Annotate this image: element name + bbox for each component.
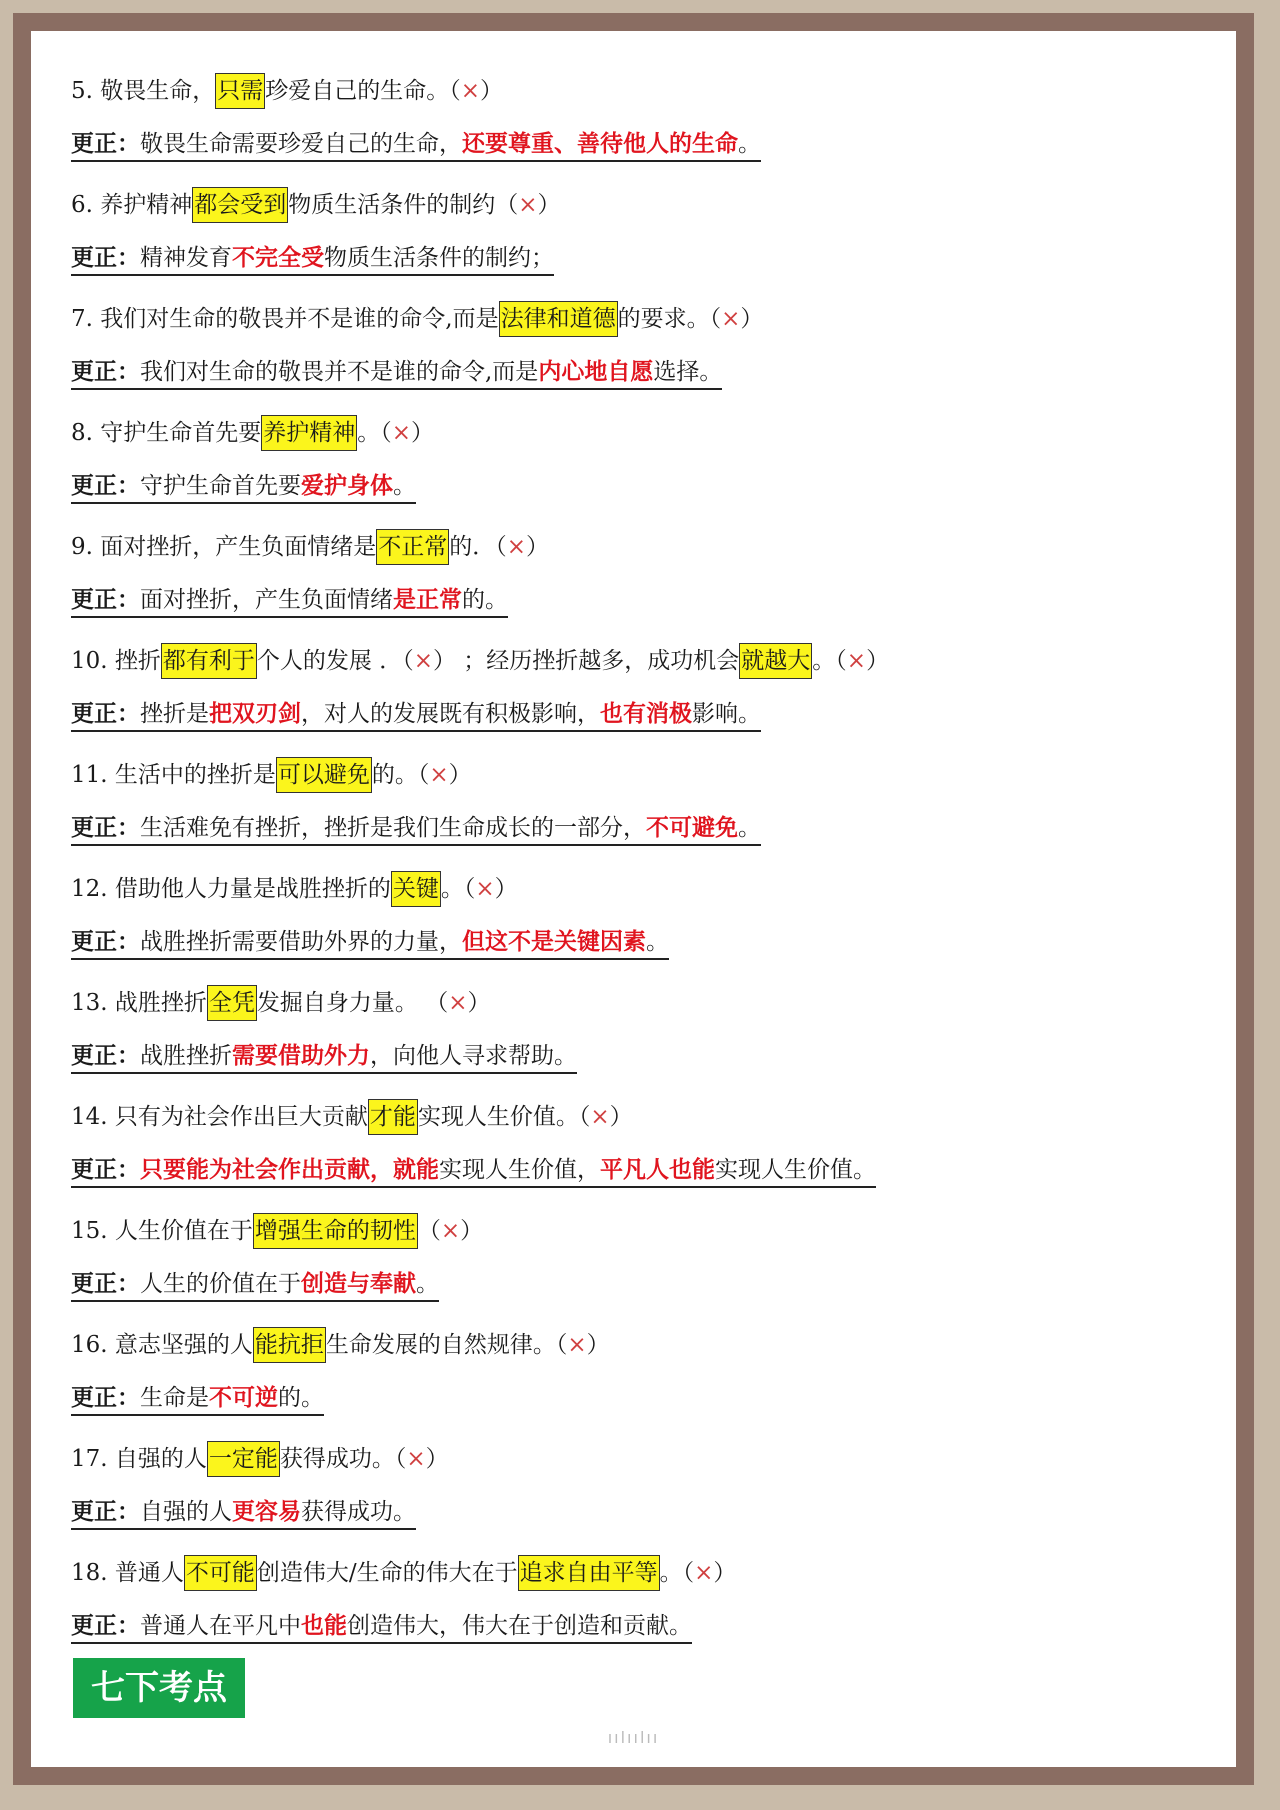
correction-underline (71, 357, 722, 390)
wrong-mark: × (721, 306, 741, 332)
statement-text: ） (494, 876, 518, 902)
statement-text: ） ；经历挫折越多，成功机会 (432, 648, 740, 674)
correction-text: 。 (738, 131, 761, 157)
statement-line (71, 1097, 1196, 1137)
key-correction: 也有消极 (600, 700, 692, 727)
correction-label: 更正： (71, 130, 140, 157)
key-correction: 不可避免 (646, 814, 738, 841)
statement-line (71, 869, 1196, 909)
item-number: 6. (71, 192, 101, 218)
highlighted-phrase: 全凭 (207, 985, 257, 1021)
document-page (31, 31, 1236, 1767)
question-item (71, 869, 1196, 961)
item-number: 10. (71, 648, 115, 674)
statement-text: 守护生命首先要 (100, 420, 262, 446)
statement-text: ） (467, 990, 491, 1016)
wrong-mark: × (475, 876, 495, 902)
item-number: 8. (71, 420, 101, 446)
statement-text: ） (866, 648, 890, 674)
footer-watermark: ıılıılıı (607, 1728, 660, 1747)
correction-text: 精神发育 (140, 245, 232, 271)
correction-label: 更正： (71, 814, 140, 841)
statement-text: ） (480, 78, 504, 104)
highlighted-phrase: 法律和道德 (499, 301, 618, 337)
highlighted-phrase: 可以避免 (276, 757, 372, 793)
statement-text: ） (537, 192, 561, 218)
statement-text: 普通人 (114, 1560, 184, 1586)
statement-text: 只有为社会作出巨大贡献 (114, 1104, 368, 1130)
statement-text: 实现人生价值。（ (417, 1104, 591, 1130)
highlighted-phrase: 能抗拒 (253, 1327, 326, 1363)
correction-text: 战胜挫折 (140, 1043, 232, 1069)
statement-text: 。（ (357, 420, 392, 446)
question-item (71, 983, 1196, 1075)
correction-underline (71, 471, 416, 504)
highlighted-phrase: 只需 (215, 73, 265, 109)
statement-text: ） (411, 420, 435, 446)
correction-text: 实现人生价值， (439, 1157, 600, 1183)
correction-underline (71, 1383, 324, 1416)
question-item (71, 1325, 1196, 1417)
wrong-mark: × (590, 1104, 610, 1130)
item-number: 18. (71, 1560, 115, 1586)
correction-text: 普通人在平凡中 (140, 1613, 301, 1639)
correction-text: 生命是 (140, 1385, 209, 1411)
key-correction: 是正常 (393, 586, 462, 613)
wrong-mark: × (694, 1560, 714, 1586)
question-item (71, 1553, 1196, 1645)
correction-label: 更正： (71, 1042, 140, 1069)
statement-text: 。（ (659, 1560, 695, 1586)
wrong-mark: × (460, 78, 481, 104)
key-correction: 只要能为社会作出贡献，就能 (140, 1156, 439, 1183)
question-list (71, 71, 1196, 1645)
statement-line (71, 185, 1196, 225)
correction-text: 战胜挫折需要借助外界的力量， (140, 929, 462, 955)
correction-text: 面对挫折，产生负面情绪 (140, 587, 393, 613)
item-number: 7. (71, 306, 101, 332)
question-item (71, 1097, 1196, 1189)
statement-text: 借助他人力量是战胜挫折的 (114, 876, 391, 902)
correction-line (71, 1265, 1196, 1303)
correction-label: 更正： (71, 472, 140, 499)
highlighted-phrase: 就越大 (739, 643, 812, 679)
statement-text: 的。（ (371, 762, 430, 788)
statement-text: ） (713, 1560, 737, 1586)
highlighted-phrase: 增强生命的韧性 (253, 1213, 418, 1249)
statement-text: ） (586, 1332, 610, 1358)
key-correction: 也能 (301, 1612, 347, 1639)
wrong-mark: × (448, 990, 468, 1016)
statement-text: 面对挫折，产生负面情绪是 (100, 534, 377, 560)
wrong-mark: × (440, 1218, 461, 1244)
correction-text: ，向他人寻求帮助。 (370, 1043, 577, 1069)
key-correction: 但这不是关键因素 (462, 928, 646, 955)
statement-text: 物质生活条件的制约（ (288, 192, 519, 218)
correction-line (71, 1151, 1196, 1189)
wrong-mark: × (406, 1446, 426, 1472)
correction-text: 挫折是 (140, 701, 209, 727)
correction-text: 获得成功。 (301, 1499, 416, 1525)
statement-text: 。（ (440, 876, 476, 902)
correction-text: 。 (646, 929, 669, 955)
question-item (71, 641, 1196, 733)
correction-text: 。 (416, 1271, 439, 1297)
key-correction: 还要尊重、善待他人的生命 (462, 130, 738, 157)
page-border (13, 13, 1254, 1785)
section-badge: 七下考点 (73, 1658, 245, 1718)
key-correction: 更容易 (232, 1498, 301, 1525)
correction-label: 更正： (71, 586, 140, 613)
statement-text: ） (609, 1104, 633, 1130)
correction-text: ，对人的发展既有积极影响， (301, 701, 600, 727)
correction-line (71, 581, 1196, 619)
question-item (71, 71, 1196, 163)
statement-text: ） (740, 306, 764, 332)
statement-line (71, 1325, 1196, 1365)
correction-underline (71, 699, 761, 732)
statement-line (71, 413, 1196, 453)
highlighted-phrase: 不可能 (184, 1555, 257, 1591)
statement-text: 发掘自身力量。 （ (256, 990, 449, 1016)
statement-text: 敬畏生命， (100, 78, 216, 104)
correction-underline (71, 243, 554, 276)
statement-text: 意志坚强的人 (114, 1332, 253, 1358)
correction-text: 守护生命首先要 (140, 473, 301, 499)
correction-text: 我们对生命的敬畏并不是谁的命令,而是 (140, 359, 539, 385)
correction-text: 选择。 (653, 359, 723, 385)
correction-line (71, 467, 1196, 505)
item-number: 17. (71, 1446, 115, 1472)
correction-label: 更正： (71, 244, 140, 271)
statement-line (71, 1553, 1196, 1593)
statement-text: 人生价值在于 (114, 1218, 253, 1244)
key-correction: 不可逆 (209, 1384, 278, 1411)
question-item (71, 1211, 1196, 1303)
item-number: 13. (71, 990, 115, 1016)
statement-text: （ (417, 1218, 441, 1244)
key-correction: 不完全受 (232, 244, 324, 271)
question-item (71, 755, 1196, 847)
statement-text: 战胜挫折 (114, 990, 207, 1016)
question-item (71, 299, 1196, 391)
highlighted-phrase: 一定能 (207, 1441, 280, 1477)
correction-text: 创造伟大，伟大在于创造和贡献。 (347, 1613, 692, 1639)
statement-text: 自强的人 (114, 1446, 207, 1472)
item-number: 5. (71, 78, 101, 104)
question-item (71, 527, 1196, 619)
correction-label: 更正： (71, 1612, 140, 1639)
statement-line (71, 641, 1196, 681)
statement-text: 珍爱自己的生命。（ (265, 78, 461, 104)
statement-text: 获得成功。（ (279, 1446, 407, 1472)
key-correction: 把双刃剑 (209, 700, 301, 727)
correction-line (71, 695, 1196, 733)
correction-text: 的。 (462, 587, 508, 613)
highlighted-phrase: 才能 (368, 1099, 418, 1135)
statement-line (71, 527, 1196, 567)
correction-text: 物质生活条件的制约； (324, 245, 554, 271)
key-correction: 平凡人也能 (600, 1156, 715, 1183)
statement-text: 生活中的挫折是 (114, 762, 276, 788)
key-correction: 创造与奉献 (301, 1270, 416, 1297)
highlighted-phrase: 不正常 (376, 529, 449, 565)
highlighted-phrase: 都会受到 (192, 187, 288, 223)
item-number: 11. (71, 762, 115, 788)
correction-label: 更正： (71, 1156, 140, 1183)
statement-text: 挫折 (114, 648, 161, 674)
correction-text: 人生的价值在于 (140, 1271, 301, 1297)
correction-label: 更正： (71, 1270, 140, 1297)
item-number: 12. (71, 876, 115, 902)
item-number: 14. (71, 1104, 115, 1130)
correction-text: 。 (738, 815, 761, 841)
statement-line (71, 755, 1196, 795)
correction-underline (71, 927, 669, 960)
correction-line (71, 125, 1196, 163)
correction-line (71, 239, 1196, 277)
correction-underline (71, 129, 761, 162)
statement-text: 创造伟大/生命的伟大在于 (256, 1560, 518, 1586)
question-item (71, 1439, 1196, 1531)
statement-text: ） (448, 762, 472, 788)
correction-underline (71, 1269, 439, 1302)
item-number: 16. (71, 1332, 115, 1358)
correction-text: 。 (393, 473, 416, 499)
statement-text: 养护精神 (100, 192, 193, 218)
correction-text: 自强的人 (140, 1499, 232, 1525)
wrong-mark: × (391, 420, 412, 446)
correction-underline (71, 1041, 577, 1074)
correction-line (71, 1493, 1196, 1531)
highlighted-phrase: 养护精神 (261, 415, 357, 451)
item-number: 9. (71, 534, 101, 560)
correction-line (71, 923, 1196, 961)
item-number: 15. (71, 1218, 115, 1244)
correction-underline (71, 1155, 876, 1188)
key-correction: 内心地自愿 (538, 358, 654, 385)
statement-line (71, 71, 1196, 111)
correction-text: 敬畏生命需要珍爱自己的生命， (140, 131, 462, 157)
correction-label: 更正： (71, 700, 140, 727)
question-item (71, 413, 1196, 505)
correction-underline (71, 1497, 416, 1530)
correction-line (71, 1037, 1196, 1075)
statement-line (71, 983, 1196, 1023)
correction-underline (71, 585, 508, 618)
question-item (71, 185, 1196, 277)
correction-label: 更正： (71, 1498, 140, 1525)
key-correction: 爱护身体 (301, 472, 393, 499)
correction-underline (71, 813, 761, 846)
correction-label: 更正： (71, 928, 140, 955)
highlighted-phrase: 关键 (391, 871, 441, 907)
wrong-mark: × (846, 648, 867, 674)
statement-line (71, 299, 1196, 339)
wrong-mark: × (518, 192, 538, 218)
statement-text: 我们对生命的敬畏并不是谁的命令,而是 (100, 306, 499, 332)
correction-label: 更正： (71, 358, 140, 385)
correction-text: 的。 (278, 1385, 324, 1411)
key-correction: 需要借助外力 (232, 1042, 370, 1069)
statement-text: 生命发展的自然规律。（ (325, 1332, 568, 1358)
statement-text: ） (460, 1218, 484, 1244)
statement-text: ） (425, 1446, 449, 1472)
wrong-mark: × (429, 762, 449, 788)
correction-text: 生活难免有挫折，挫折是我们生命成长的一部分， (140, 815, 646, 841)
highlighted-phrase: 都有利于 (161, 643, 257, 679)
statement-text: 个人的发展 ．（ (256, 648, 414, 674)
correction-underline (71, 1611, 692, 1644)
correction-text: 实现人生价值。 (715, 1157, 876, 1183)
correction-label: 更正： (71, 1384, 140, 1411)
correction-text: 影响。 (692, 701, 761, 727)
correction-line (71, 809, 1196, 847)
statement-line (71, 1439, 1196, 1479)
correction-line (71, 353, 1196, 391)
correction-line (71, 1607, 1196, 1645)
statement-line (71, 1211, 1196, 1251)
statement-text: 。（ (812, 648, 847, 674)
correction-line (71, 1379, 1196, 1417)
statement-text: 的．（ (449, 534, 507, 560)
wrong-mark: × (567, 1332, 587, 1358)
statement-text: ） (526, 534, 550, 560)
wrong-mark: × (506, 534, 527, 560)
wrong-mark: × (413, 648, 433, 674)
highlighted-phrase: 追求自由平等 (518, 1555, 660, 1591)
statement-text: 的要求。（ (617, 306, 722, 332)
